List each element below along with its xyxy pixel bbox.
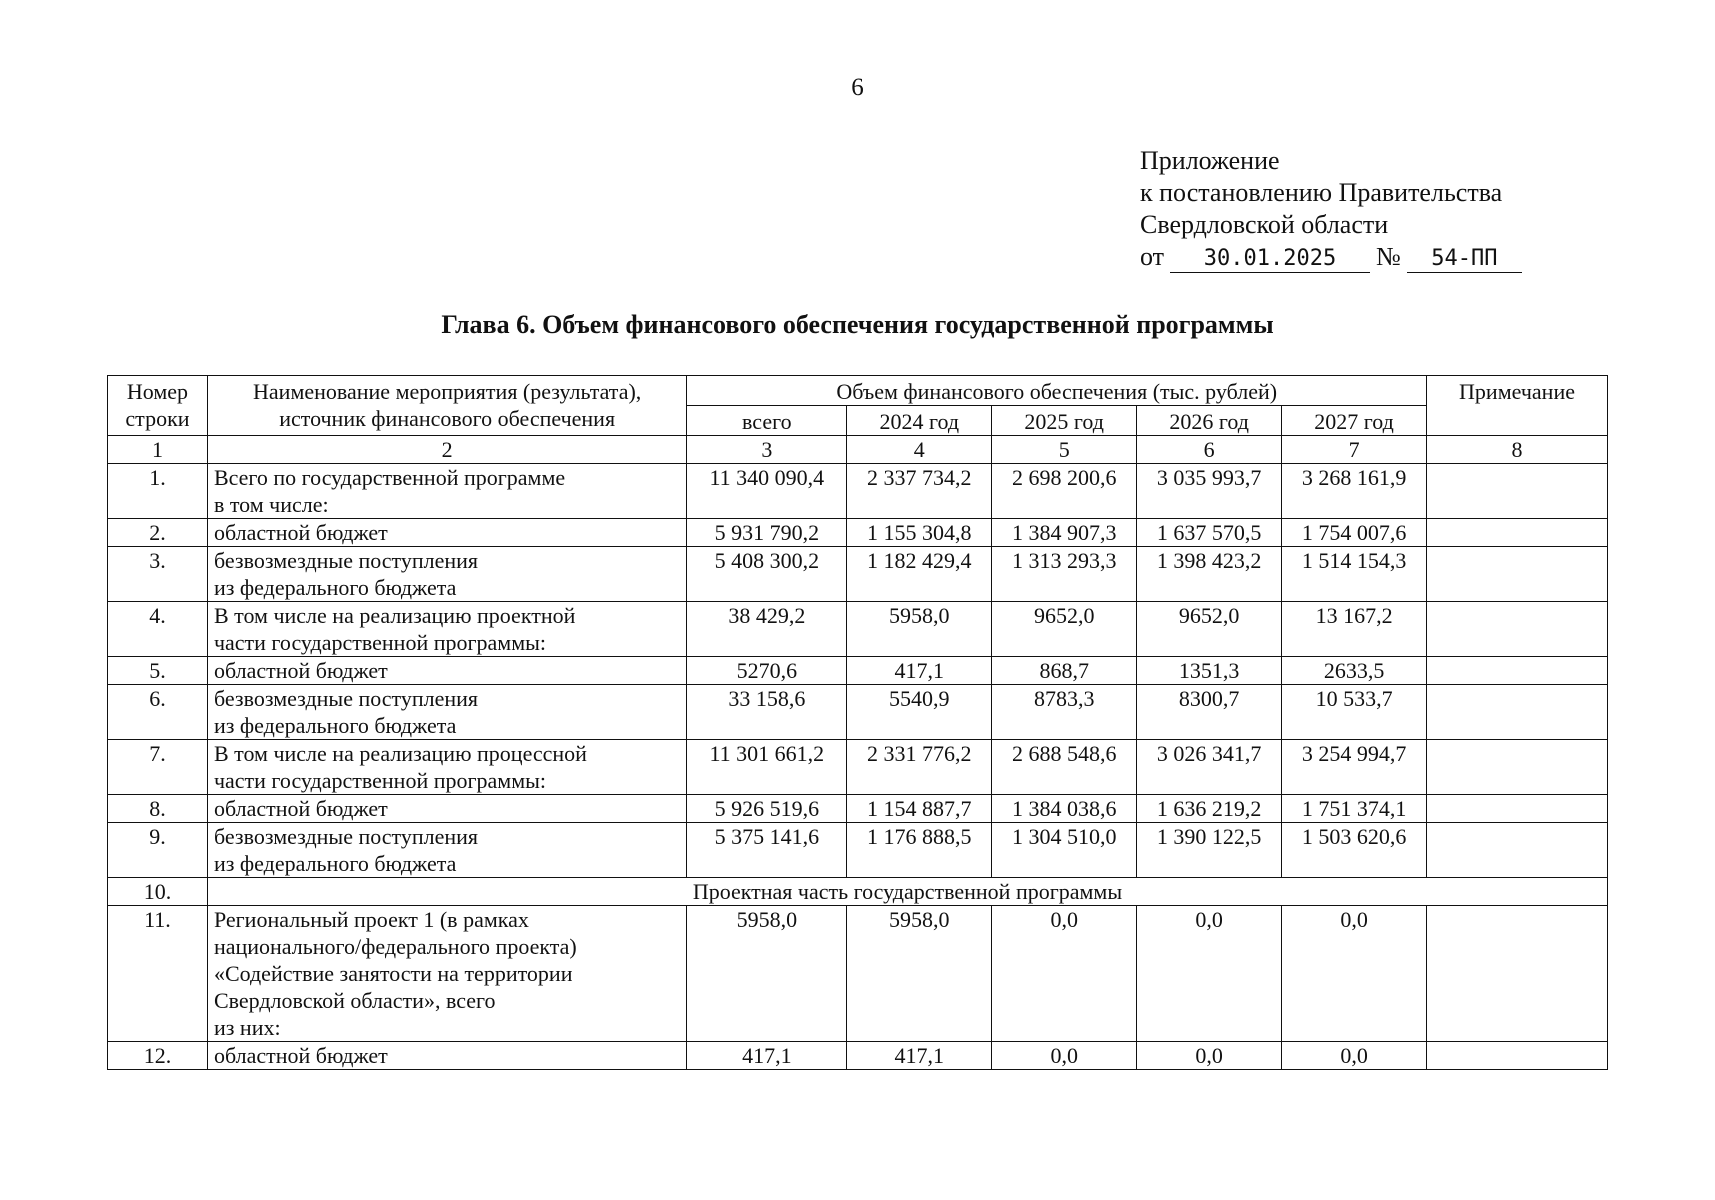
table-row [108,823,1608,878]
amount-cell: 417,1 [687,1042,847,1070]
column-number: 3 [687,436,847,464]
section-header-cell: Проектная часть государственной программы [207,878,1607,906]
amount-cell: 417,1 [847,1042,992,1070]
item-name-cell [207,464,686,519]
item-name-line: «Содействие занятости на территории [213,961,573,986]
amount-cell: 1 154 887,7 [847,795,992,823]
note-cell [1427,795,1608,823]
row-number-cell: 5. [108,657,208,685]
amount-cell: 1 182 429,4 [847,547,992,602]
item-name-line: областной бюджет [213,1043,388,1068]
amount-cell: 0,0 [1137,906,1282,1042]
table-row [108,740,1608,795]
amount-cell: 5270,6 [687,657,847,685]
item-name-cell [207,795,686,823]
amount-cell: 1 503 620,6 [1282,823,1427,878]
note-cell [1427,1042,1608,1070]
amount-cell: 5 926 519,6 [687,795,847,823]
row-number-cell: 6. [108,685,208,740]
header-2026: 2026 год [1137,406,1282,436]
chapter-title: Глава 6. Объем финансового обеспечения государственной программы [441,310,1274,339]
item-name-line: Свердловской области», всего [213,988,496,1013]
table-row [108,878,1608,906]
item-name-line: из федерального бюджета [213,713,457,738]
table-row [108,602,1608,657]
column-number: 8 [1427,436,1608,464]
note-cell [1427,657,1608,685]
amount-cell: 1 637 570,5 [1137,519,1282,547]
item-name-cell [207,602,686,657]
amount-cell: 3 026 341,7 [1137,740,1282,795]
amount-cell: 5958,0 [847,602,992,657]
amount-cell: 2 698 200,6 [992,464,1137,519]
note-cell [1427,464,1608,519]
amount-cell: 38 429,2 [687,602,847,657]
item-name-line: областной бюджет [213,658,388,683]
amount-cell: 5958,0 [847,906,992,1042]
appendix-date: 30.01.2025 [1170,246,1370,273]
column-number: 6 [1137,436,1282,464]
item-name-line: национального/федерального проекта) [213,934,577,959]
column-number: 7 [1282,436,1427,464]
table-row [108,464,1608,519]
note-cell [1427,906,1608,1042]
header-2025: 2025 год [992,406,1137,436]
row-number-cell: 11. [108,906,208,1042]
amount-cell: 9652,0 [1137,602,1282,657]
amount-cell: 1 514 154,3 [1282,547,1427,602]
amount-cell: 417,1 [847,657,992,685]
item-name-cell [207,657,686,685]
amount-cell: 5540,9 [847,685,992,740]
column-number: 1 [108,436,208,464]
item-name-line: В том числе на реализацию проектной [213,603,576,628]
amount-cell: 1 754 007,6 [1282,519,1427,547]
amount-cell: 5 931 790,2 [687,519,847,547]
row-number-cell: 12. [108,1042,208,1070]
amount-cell: 1 751 374,1 [1282,795,1427,823]
item-name-cell [207,740,686,795]
amount-cell: 11 340 090,4 [687,464,847,519]
note-cell [1427,823,1608,878]
header-name: Наименование мероприятия (результата), источник финансового обеспечения [207,376,686,436]
column-number: 2 [207,436,686,464]
item-name-cell [207,906,686,1042]
amount-cell: 2 337 734,2 [847,464,992,519]
item-name-line: Региональный проект 1 (в рамках [213,907,529,932]
amount-cell: 11 301 661,2 [687,740,847,795]
note-cell [1427,547,1608,602]
appendix-region: Свердловской области [1140,210,1389,239]
table-body [108,436,1608,1070]
table-row [108,1042,1608,1070]
header-note: Примечание [1427,376,1608,436]
appendix-block [1140,145,1522,273]
row-number-cell: 10. [108,878,208,906]
amount-cell: 1 636 219,2 [1137,795,1282,823]
table-row [108,657,1608,685]
financing-table [107,375,1608,1070]
amount-cell: 1 398 423,2 [1137,547,1282,602]
amount-cell: 2 331 776,2 [847,740,992,795]
item-name-line: Всего по государственной программе [213,465,566,490]
amount-cell: 3 268 161,9 [1282,464,1427,519]
amount-cell: 0,0 [992,906,1137,1042]
header-volume: Объем финансового обеспечения (тыс. рублей) [687,376,1427,406]
row-number-cell: 1. [108,464,208,519]
amount-cell: 1351,3 [1137,657,1282,685]
amount-cell: 1 384 038,6 [992,795,1137,823]
number-label: № [1376,242,1401,271]
amount-cell: 33 158,6 [687,685,847,740]
table-row [108,547,1608,602]
amount-cell: 1 155 304,8 [847,519,992,547]
page-number: 6 [851,74,864,101]
appendix-date-line [1140,241,1522,273]
appendix-resolution: к постановлению Правительства [1140,178,1503,207]
amount-cell: 2 688 548,6 [992,740,1137,795]
item-name-line: областной бюджет [213,520,388,545]
column-number: 4 [847,436,992,464]
amount-cell: 5 375 141,6 [687,823,847,878]
item-name-line: В том числе на реализацию процессной [213,741,587,766]
table-row [108,685,1608,740]
amount-cell: 868,7 [992,657,1137,685]
amount-cell: 1 384 907,3 [992,519,1137,547]
note-cell [1427,685,1608,740]
item-name-line: из них: [213,1015,281,1040]
note-cell [1427,519,1608,547]
amount-cell: 8783,3 [992,685,1137,740]
amount-cell: 0,0 [1137,1042,1282,1070]
row-number-cell: 8. [108,795,208,823]
item-name-line: безвозмездные поступления [213,686,479,711]
item-name-cell [207,547,686,602]
item-name-line: части государственной программы: [213,768,547,793]
header-total: всего [687,406,847,436]
row-number-cell: 4. [108,602,208,657]
appendix-title: Приложение [1140,146,1280,175]
amount-cell: 10 533,7 [1282,685,1427,740]
amount-cell: 1 176 888,5 [847,823,992,878]
amount-cell: 3 035 993,7 [1137,464,1282,519]
amount-cell: 2633,5 [1282,657,1427,685]
item-name-line: из федерального бюджета [213,851,457,876]
amount-cell: 1 390 122,5 [1137,823,1282,878]
amount-cell: 5 408 300,2 [687,547,847,602]
item-name-line: части государственной программы: [213,630,547,655]
item-name-cell [207,823,686,878]
item-name-cell [207,1042,686,1070]
row-number-cell: 3. [108,547,208,602]
item-name-line: из федерального бюджета [213,575,457,600]
amount-cell: 8300,7 [1137,685,1282,740]
item-name-line: безвозмездные поступления [213,548,479,573]
item-name-cell [207,519,686,547]
amount-cell: 13 167,2 [1282,602,1427,657]
row-number-cell: 7. [108,740,208,795]
table-row [108,519,1608,547]
amount-cell: 5958,0 [687,906,847,1042]
item-name-line: в том числе: [213,492,329,517]
amount-cell: 9652,0 [992,602,1137,657]
item-name-line: областной бюджет [213,796,388,821]
amount-cell: 1 313 293,3 [992,547,1137,602]
note-cell [1427,740,1608,795]
table-row [108,906,1608,1042]
appendix-number: 54-ПП [1407,246,1522,273]
item-name-line: безвозмездные поступления [213,824,479,849]
item-name-cell [207,685,686,740]
row-number-cell: 2. [108,519,208,547]
header-row-number: Номер строки [108,376,208,436]
table-row [108,795,1608,823]
amount-cell: 0,0 [1282,1042,1427,1070]
amount-cell: 1 304 510,0 [992,823,1137,878]
amount-cell: 3 254 994,7 [1282,740,1427,795]
note-cell [1427,602,1608,657]
row-number-cell: 9. [108,823,208,878]
from-label: от [1140,242,1165,271]
column-number: 5 [992,436,1137,464]
amount-cell: 0,0 [992,1042,1137,1070]
header-2024: 2024 год [847,406,992,436]
column-number-row [108,436,1608,464]
amount-cell: 0,0 [1282,906,1427,1042]
header-2027: 2027 год [1282,406,1427,436]
